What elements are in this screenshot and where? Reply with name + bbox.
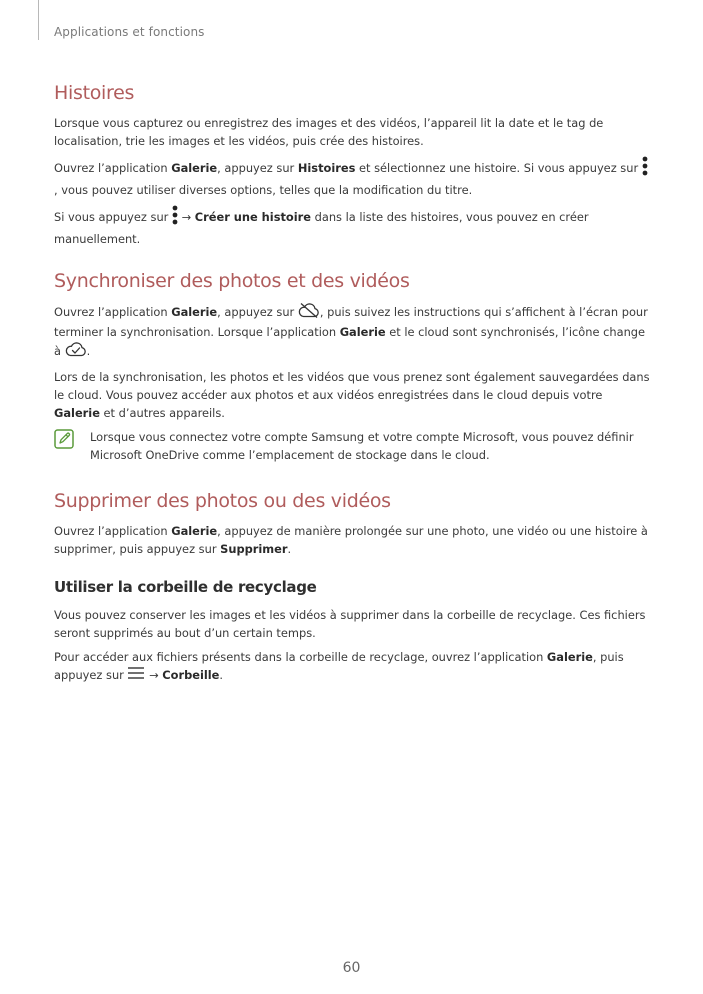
text: . [86, 344, 91, 358]
menu-icon [127, 666, 145, 685]
paragraph-histoires-create [54, 205, 650, 248]
app-name-galerie: Galerie [546, 650, 593, 664]
text: Lors de la synchronisation, les photos et les vidéos que vous prenez sont également sauvegardées dans le cloud. Vous pouvez accéder aux photos et aux vidéos enregistrées dans le cloud depuis votre [54, 370, 650, 402]
app-name-galerie: Galerie [339, 325, 386, 339]
histoires-label: Histoires [297, 161, 356, 175]
paragraph-supprimer [54, 522, 650, 558]
text: et d’autres appareils. [99, 406, 225, 420]
arrow: → [145, 668, 163, 682]
section-heading-supprimer: Supprimer des photos ou des vidéos [54, 490, 391, 512]
text: Ouvrez l’application [54, 161, 172, 175]
arrow: → [177, 210, 195, 224]
create-story-label: Créer une histoire [194, 210, 311, 224]
recycle-bin-label: Corbeille [162, 668, 220, 682]
note-icon [54, 429, 74, 449]
app-name-galerie: Galerie [54, 406, 100, 420]
app-name-galerie: Galerie [171, 305, 218, 319]
page-number: 60 [342, 960, 361, 976]
subsection-heading-corbeille: Utiliser la corbeille de recyclage [54, 578, 317, 596]
text: , appuyez sur [217, 305, 298, 319]
paragraph-sync-open [54, 302, 650, 362]
text: Si vous appuyez sur [54, 210, 172, 224]
paragraph-sync-backup [54, 368, 650, 422]
text: et sélectionnez une histoire. Si vous appuyez sur [355, 161, 642, 175]
section-heading-sync: Synchroniser des photos et des vidéos [54, 270, 410, 292]
paragraph-histoires-open [54, 156, 650, 199]
text: , appuyez de manière prolongée sur une photo, une vidéo ou une histoire à supprimer, puis appuyez sur [54, 524, 648, 556]
cloud-off-icon [298, 302, 320, 323]
page-content [54, 80, 650, 685]
text: Vous pouvez conserver les images et les vidéos à supprimer dans la corbeille de recyclage. Ces fichiers seront supprimés au bout d’un certain temps. [54, 608, 646, 640]
text: , appuyez sur [217, 161, 298, 175]
more-options-icon [642, 156, 648, 181]
text: Ouvrez l’application [54, 524, 172, 538]
text: . [287, 542, 292, 556]
paragraph-histoires-intro [54, 114, 650, 150]
text: Pour accéder aux fichiers présents dans la corbeille de recyclage, ouvrez l’application [54, 650, 547, 664]
text: , puis suivez les instructions qui s’affichent à l’écran pour terminer la synchronisation. Lorsque l’application [54, 305, 648, 339]
text: , puis appuyez sur [54, 650, 624, 682]
app-name-galerie: Galerie [171, 524, 218, 538]
running-header: Applications et fonctions [54, 25, 205, 39]
text: Ouvrez l’application [54, 305, 172, 319]
text: . [219, 668, 224, 682]
section-heading-histoires: Histoires [54, 82, 135, 104]
text: Lorsque vous capturez ou enregistrez des images et des vidéos, l’appareil lit la date et le tag de localisation, trie les images et les vidéos, puis crée des histoires. [54, 116, 604, 148]
margin-rule [38, 0, 39, 40]
cloud-synced-icon [65, 341, 87, 362]
text: , vous pouvez utiliser diverses options, telles que la modification du titre. [54, 183, 473, 197]
text: dans la liste des histoires, vous pouvez en créer manuellement. [54, 210, 589, 246]
paragraph-corbeille-intro [54, 606, 650, 642]
note-box [54, 428, 650, 464]
note-text: Lorsque vous connectez votre compte Samsung et votre compte Microsoft, vous pouvez définir Microsoft OneDrive comme l’emplacement de stockage dans le cloud. [90, 430, 634, 462]
delete-label: Supprimer [220, 542, 288, 556]
app-name-galerie: Galerie [171, 161, 218, 175]
paragraph-corbeille-access [54, 648, 650, 685]
text: et le cloud sont synchronisés, l’icône change à [54, 325, 646, 358]
